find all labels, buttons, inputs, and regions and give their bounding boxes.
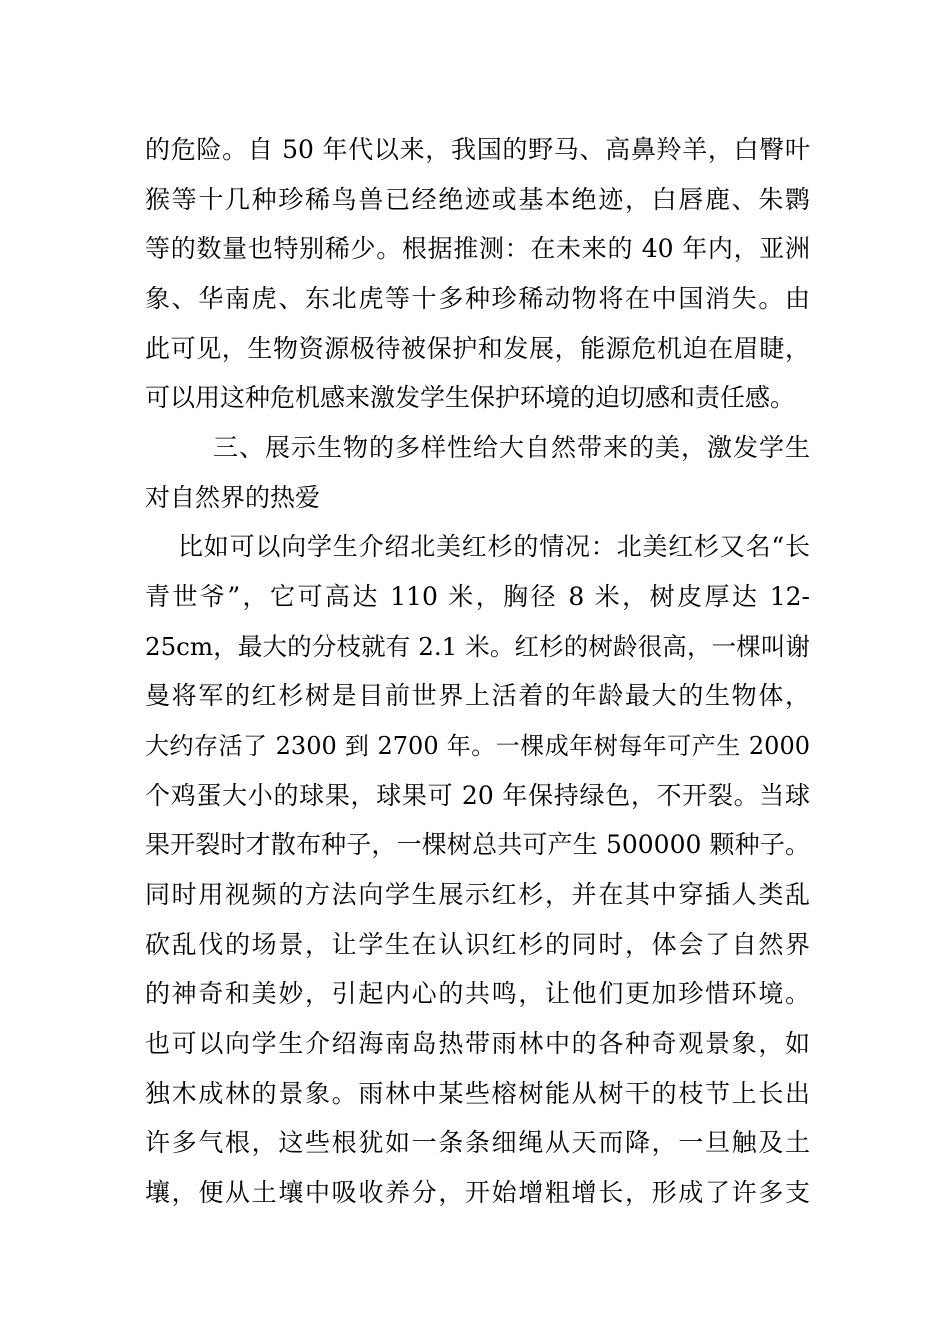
text-line: 猴等十几种珍稀鸟兽已经绝迹或基本绝迹，白唇鹿、朱鹮	[145, 185, 810, 214]
text-line: 果开裂时才散布种子，一棵树总共可产生 500000 颗种子。	[145, 830, 810, 859]
text-line: 25cm，最大的分枝就有 2.1 米。红杉的树龄很高，一棵叫谢	[145, 632, 810, 661]
text-line: 曼将军的红杉树是目前世界上活着的年龄最大的生物体，	[145, 681, 810, 710]
text-line: 的神奇和美妙，引起内心的共鸣，让他们更加珍惜环境。	[145, 979, 810, 1008]
text-line: 个鸡蛋大小的球果，球果可 20 年保持绿色，不开裂。当球	[145, 781, 810, 810]
section-heading: 三、展示生物的多样性给大自然带来的美，激发学生	[213, 433, 810, 462]
text-line: 独木成林的景象。雨林中某些榕树能从树干的枝节上长出	[145, 1079, 810, 1108]
text-line: 砍乱伐的场景，让学生在认识红杉的同时，体会了自然界	[145, 930, 810, 959]
text-line: 象、华南虎、东北虎等十多种珍稀动物将在中国消失。由	[145, 284, 810, 313]
text-line: 的危险。自 50 年代以来，我国的野马、高鼻羚羊，白臀叶	[145, 135, 810, 164]
text-line: 此可见，生物资源极待被保护和发展，能源危机迫在眉睫，	[145, 334, 810, 363]
text-line: 许多气根，这些根犹如一条条细绳从天而降，一旦触及土	[145, 1128, 810, 1157]
text-line: 壤，便从土壤中吸收养分，开始增粗增长，形成了许多支	[145, 1178, 810, 1207]
text-line: 比如可以向学生介绍北美红杉的情况：北美红杉又名“长	[178, 532, 810, 561]
text-line: 可以用这种危机感来激发学生保护环境的迫切感和责任感。	[145, 383, 796, 412]
section-heading-continued: 对自然界的热爱	[145, 483, 321, 512]
text-line: 同时用视频的方法向学生展示红杉，并在其中穿插人类乱	[145, 880, 810, 909]
text-line: 青世爷”，它可高达 110 米，胸径 8 米，树皮厚达 12-	[145, 582, 810, 611]
text-line: 等的数量也特别稀少。根据推测：在未来的 40 年内，亚洲	[145, 234, 810, 263]
text-line: 大约存活了 2300 到 2700 年。一棵成年树每年可产生 2000	[145, 732, 810, 760]
text-line: 也可以向学生介绍海南岛热带雨林中的各种奇观景象，如	[145, 1029, 810, 1058]
